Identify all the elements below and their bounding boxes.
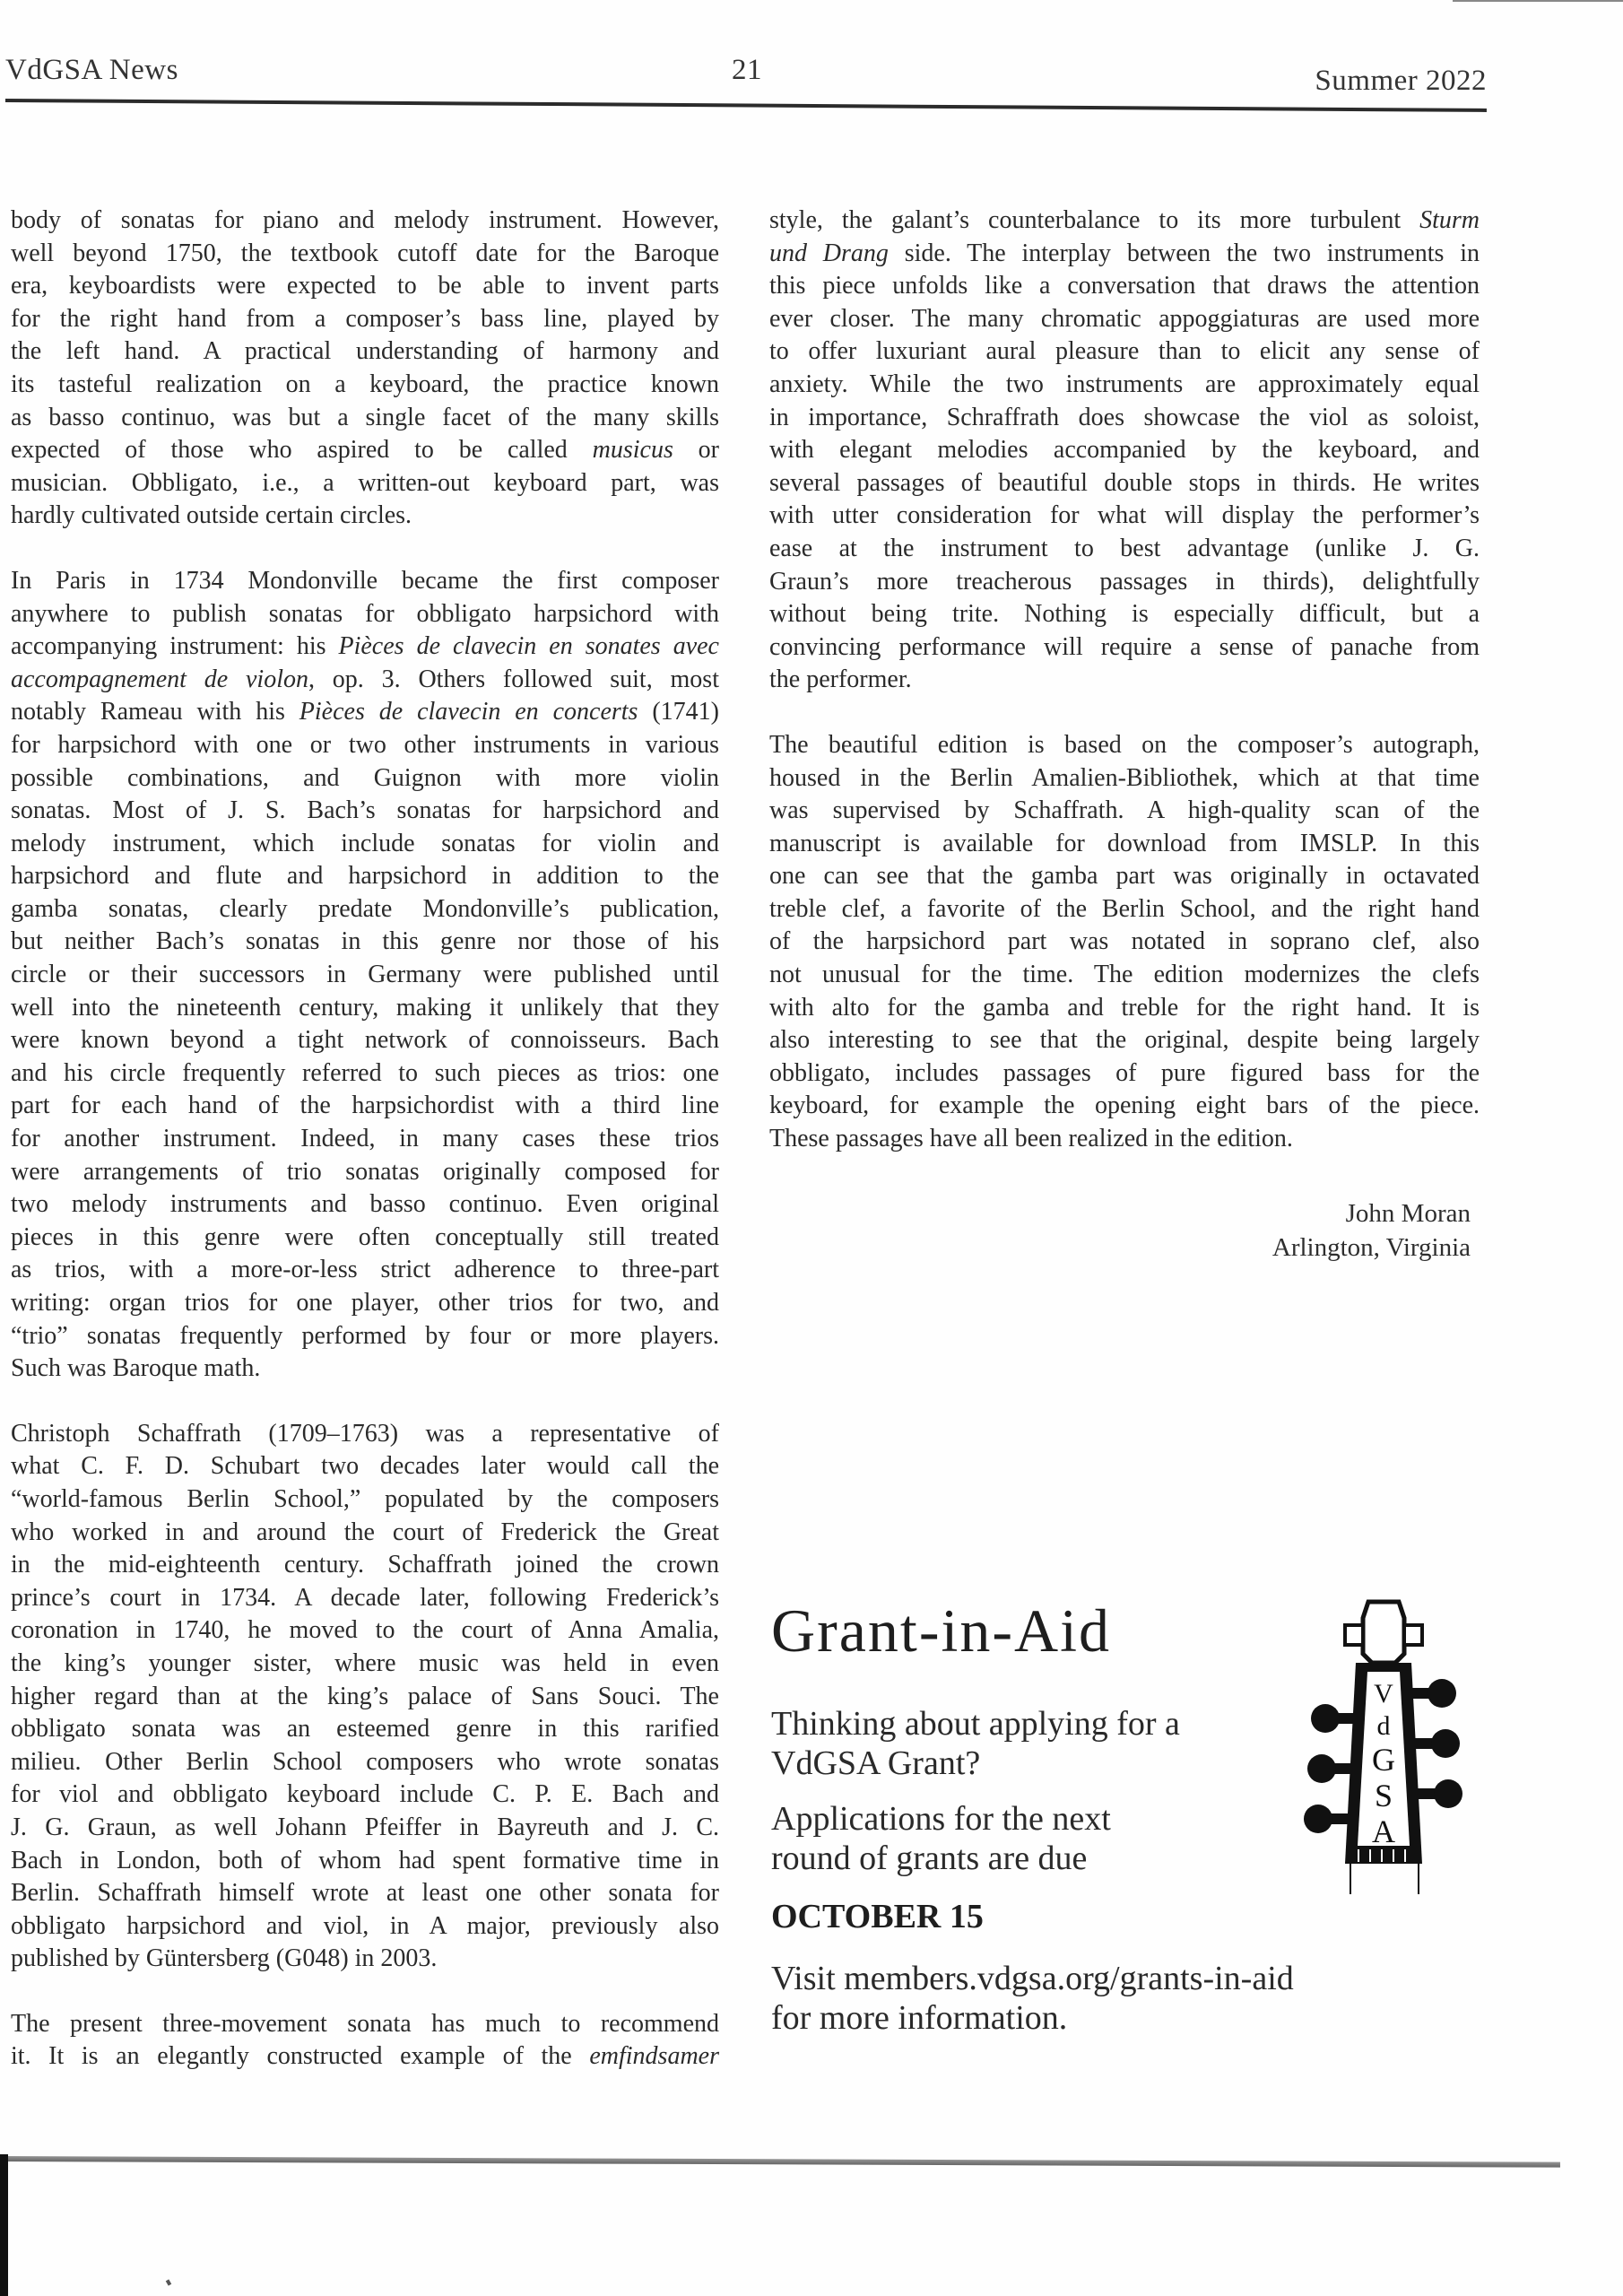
body-text: “trio” sonatas frequently performed by four or more players. bbox=[11, 1321, 719, 1350]
paragraph-line bbox=[11, 1713, 719, 1746]
body-text: , op. 3. Others followed suit, most bbox=[308, 665, 719, 693]
paragraph-line bbox=[769, 204, 1480, 238]
body-text: anxiety. While the two instruments are approximately equal bbox=[769, 370, 1480, 398]
body-text: the performer. bbox=[769, 665, 912, 694]
paragraph-line bbox=[11, 238, 719, 271]
paragraph-line bbox=[769, 1024, 1480, 1057]
article-column-left bbox=[11, 204, 719, 2106]
body-text: and his circle frequently referred to such pieces as trios: one bbox=[11, 1058, 719, 1087]
paragraph-line bbox=[11, 1188, 719, 1222]
paragraph-line bbox=[11, 1320, 719, 1353]
paragraph-line bbox=[11, 1024, 719, 1057]
logo-scroll-side-right bbox=[1404, 1625, 1422, 1645]
paragraph-line bbox=[11, 762, 719, 796]
paragraph-line bbox=[11, 1254, 719, 1287]
ad-question-line: VdGSA Grant? bbox=[771, 1744, 981, 1782]
body-text: but neither Bach’s sonatas in this genre nor those of his bbox=[11, 927, 719, 956]
signature-location: Arlington, Virginia bbox=[1271, 1233, 1471, 1262]
body-text: harpsichord and flute and harpsichord in addition to the bbox=[11, 862, 719, 891]
body-text: coronation in 1740, he moved to the court of Anna Amalia, bbox=[11, 1616, 719, 1645]
body-text: several passages of beautiful double stops in thirds. He writes bbox=[769, 468, 1480, 497]
body-text: to offer luxuriant aural pleasure than to elicit any sense of bbox=[769, 337, 1480, 366]
body-text: for another instrument. Indeed, in many cases these trios bbox=[11, 1125, 719, 1153]
body-text: for harpsichord with one or two other instruments in various bbox=[11, 730, 719, 759]
body-text: sonatas. Most of J. S. Bach’s sonatas for harpsichord and bbox=[11, 796, 719, 825]
article-paragraph bbox=[11, 1418, 719, 1976]
body-text: These passages have all been realized in the edition. bbox=[769, 1125, 1293, 1153]
article-paragraph bbox=[11, 204, 719, 533]
paragraph-line bbox=[11, 1418, 719, 1451]
paragraph-line bbox=[11, 1845, 719, 1878]
article-paragraph bbox=[11, 2008, 719, 2074]
signature-author: John Moran bbox=[1345, 1199, 1471, 1228]
body-text: were known beyond a tight network of connoisseurs. Bach bbox=[11, 1026, 719, 1055]
ad-question-line: Thinking about applying for a bbox=[771, 1705, 1180, 1743]
paragraph-line bbox=[11, 1057, 719, 1091]
paragraph-line bbox=[11, 1123, 719, 1156]
paragraph-line bbox=[11, 1943, 719, 1976]
grant-in-aid-advertisement bbox=[771, 1587, 1294, 2063]
paragraph-line bbox=[11, 2008, 719, 2041]
paragraph-line bbox=[769, 467, 1480, 500]
logo-pegs-left bbox=[1304, 1704, 1358, 1833]
body-text: Berlin. Schaffrath himself wrote at least one other sonata for bbox=[11, 1879, 719, 1908]
paragraph-line bbox=[769, 533, 1480, 566]
logo-pegs-right bbox=[1411, 1679, 1462, 1808]
body-text: writing: organ trios for one player, other trios for two, and bbox=[11, 1289, 719, 1317]
body-text: Bach in London, both of whom had spent formative time in bbox=[11, 1846, 719, 1874]
paragraph-line bbox=[11, 1156, 719, 1189]
body-text: style, the galant’s counterbalance to its more turbulent bbox=[769, 206, 1420, 234]
paragraph-line bbox=[769, 500, 1480, 533]
paragraph-line bbox=[11, 729, 719, 762]
paragraph-line bbox=[11, 926, 719, 959]
paragraph-line bbox=[11, 1746, 719, 1779]
paragraph-line bbox=[769, 238, 1480, 271]
body-text: The present three-movement sonata has much to recommend bbox=[11, 2009, 719, 2038]
scan-edge bbox=[1453, 0, 1623, 2]
body-text: melody instrument, which include sonatas for violin and bbox=[11, 829, 719, 857]
body-text: with elegant melodies accompanied by the keyboard, and bbox=[769, 436, 1480, 465]
body-text: side. The interplay between the two instruments in bbox=[888, 239, 1480, 267]
body-text: musician. Obbligato, i.e., a written-out keyboard part, was bbox=[11, 468, 719, 497]
logo-nut bbox=[1347, 1848, 1420, 1864]
body-text: convincing performance will require a sense of panache from bbox=[769, 632, 1480, 661]
paragraph-line bbox=[11, 1877, 719, 1910]
body-text: of the harpsichord part was notated in soprano clef, also bbox=[769, 927, 1480, 956]
ad-applications bbox=[771, 1799, 1111, 1878]
paragraph-line bbox=[11, 664, 719, 697]
paragraph-line bbox=[11, 500, 719, 533]
page-edge-shadow bbox=[0, 2156, 1560, 2168]
body-text: circle or their successors in Germany were published until bbox=[11, 961, 719, 989]
body-text: J. G. Graun, as well Johann Pfeiffer in Bayreuth and J. C. bbox=[11, 1813, 719, 1841]
paragraph-line bbox=[769, 270, 1480, 303]
article-paragraph bbox=[11, 565, 719, 1386]
body-text: for the right hand from a composer’s bass line, played by bbox=[11, 304, 719, 333]
paragraph-line bbox=[11, 369, 719, 402]
body-text: in importance, Schraffrath does showcase the viol as soloist, bbox=[769, 403, 1480, 431]
body-text: or bbox=[673, 436, 720, 465]
paragraph-line bbox=[11, 434, 719, 467]
article-signature bbox=[1166, 1196, 1471, 1265]
body-text: its tasteful realization on a keyboard, the practice known bbox=[11, 370, 719, 398]
paragraph-line bbox=[769, 926, 1480, 959]
paragraph-line bbox=[11, 565, 719, 598]
paragraph-line bbox=[769, 1057, 1480, 1091]
paragraph-line bbox=[769, 1123, 1480, 1156]
paragraph-line bbox=[11, 992, 719, 1025]
body-text: as trios, with a more-or-less strict adherence to three-part bbox=[11, 1256, 719, 1284]
paragraph-line bbox=[11, 1222, 719, 1255]
body-text: (1741) bbox=[638, 698, 720, 726]
italic-title-text: emfindsamer bbox=[589, 2042, 719, 2071]
logo-letter: S bbox=[1374, 1778, 1393, 1813]
body-text: possible combinations, and Guignon with more violin bbox=[11, 763, 719, 792]
paragraph-line bbox=[11, 303, 719, 336]
paragraph-line bbox=[11, 335, 719, 369]
italic-title-text: Pièces de clavecin en concerts bbox=[299, 698, 638, 726]
body-text: In Paris in 1734 Mondonville became the first composer bbox=[11, 566, 719, 595]
italic-title-text: Pièces de clavecin en sonates avec bbox=[338, 632, 719, 661]
paragraph-line bbox=[11, 402, 719, 435]
paragraph-line bbox=[769, 598, 1480, 631]
paragraph-line bbox=[11, 828, 719, 861]
ad-applications-line: Applications for the next bbox=[771, 1800, 1111, 1838]
body-text: housed in the Berlin Amalien-Bibliothek, which at that time bbox=[769, 763, 1480, 792]
header-issue: Summer 2022 bbox=[1315, 65, 1487, 97]
paragraph-line bbox=[769, 369, 1480, 402]
paragraph-line bbox=[769, 828, 1480, 861]
body-text: higher regard than at the king’s palace of Sans Souci. The bbox=[11, 1682, 719, 1710]
paragraph-line bbox=[11, 1614, 719, 1648]
body-text: published by Güntersberg (G048) in 2003. bbox=[11, 1944, 438, 1973]
paragraph-line bbox=[11, 1681, 719, 1714]
header-rule bbox=[5, 99, 1487, 112]
italic-title-text: Sturm bbox=[1419, 206, 1480, 234]
ad-visit-link[interactable]: Visit members.vdgsa.org/grants-in-aid bbox=[771, 1960, 1294, 1997]
ad-visit-line: for more information. bbox=[771, 1999, 1068, 2037]
body-text: well into the nineteenth century, making it unlikely that they bbox=[11, 993, 719, 1022]
body-text: Christoph Schaffrath (1709–1763) was a representative of bbox=[11, 1419, 719, 1448]
italic-title-text: accompagnement de violon bbox=[11, 665, 308, 693]
paragraph-line bbox=[769, 664, 1480, 697]
body-text: in the mid-eighteenth century. Schaffrath joined the crown bbox=[11, 1551, 719, 1579]
paragraph-line bbox=[11, 631, 719, 664]
paragraph-line bbox=[769, 303, 1480, 336]
body-text: without being trite. Nothing is especially difficult, but a bbox=[769, 600, 1480, 629]
article-paragraph bbox=[769, 204, 1480, 697]
paragraph-line bbox=[11, 1648, 719, 1681]
body-text: anywhere to publish sonatas for obbligato harpsichord with bbox=[11, 599, 719, 628]
body-text: with alto for the gamba and treble for the right hand. It is bbox=[769, 993, 1480, 1022]
paragraph-line bbox=[769, 893, 1480, 926]
body-text: ever closer. The many chromatic appoggiaturas are used more bbox=[769, 304, 1480, 333]
ad-question bbox=[771, 1704, 1180, 1783]
paragraph-line bbox=[11, 795, 719, 828]
body-text: ease at the instrument to best advantage (unlike J. G. bbox=[769, 534, 1480, 562]
italic-title-text: musicus bbox=[592, 436, 673, 465]
body-text: body of sonatas for piano and melody instrument. However, bbox=[11, 206, 719, 234]
body-text: prince’s court in 1734. A decade later, following Frederick’s bbox=[11, 1583, 719, 1612]
body-text: also interesting to see that the original, despite being largely bbox=[769, 1026, 1480, 1055]
paragraph-line bbox=[11, 860, 719, 893]
paragraph-line bbox=[11, 1090, 719, 1123]
paragraph-line bbox=[11, 1352, 719, 1386]
body-text: this piece unfolds like a conversation that draws the attention bbox=[769, 272, 1480, 300]
body-text: as basso continuo, was but a single facet of the many skills bbox=[11, 403, 719, 431]
body-text: keyboard, for example the opening eight bars of the piece. bbox=[769, 1091, 1480, 1120]
body-text: notably Rameau with his bbox=[11, 698, 299, 726]
paragraph-line bbox=[769, 762, 1480, 796]
logo-letter: A bbox=[1372, 1813, 1395, 1849]
paragraph-line bbox=[11, 1582, 719, 1615]
paragraph-line bbox=[11, 1287, 719, 1320]
ad-title: Grant-in-Aid bbox=[771, 1596, 1112, 1665]
body-text: it. It is an elegantly constructed example of the bbox=[11, 2042, 590, 2071]
paragraph-line bbox=[769, 566, 1480, 599]
paragraph-line bbox=[769, 631, 1480, 665]
body-text: obbligato harpsichord and viol, in A major, previously also bbox=[11, 1911, 719, 1940]
body-text: part for each hand of the harpsichordist with a third line bbox=[11, 1091, 719, 1120]
body-text: one can see that the gamba part was originally in octavated bbox=[769, 862, 1480, 891]
header-publication: VdGSA News bbox=[5, 54, 178, 86]
body-text: pieces in this genre were often conceptually still treated bbox=[11, 1222, 719, 1251]
body-text: “world-famous Berlin School,” populated by the composers bbox=[11, 1484, 719, 1513]
paragraph-line bbox=[11, 893, 719, 926]
body-text: manuscript is available for download from IMSLP. In this bbox=[769, 829, 1480, 857]
paragraph-line bbox=[769, 335, 1480, 369]
body-text: Graun’s more treacherous passages in thirds), delightfully bbox=[769, 567, 1480, 596]
scan-edge-bar bbox=[0, 2154, 8, 2296]
paragraph-line bbox=[11, 696, 719, 729]
paragraph-line bbox=[11, 1517, 719, 1550]
body-text: accompanying instrument: his bbox=[11, 632, 339, 661]
body-text: with utter consideration for what will display the performer’s bbox=[769, 501, 1480, 530]
logo-scroll bbox=[1363, 1602, 1404, 1663]
paragraph-line bbox=[11, 270, 719, 303]
body-text: milieu. Other Berlin School composers who wrote sonatas bbox=[11, 1747, 719, 1776]
vdgsa-viol-scroll-logo bbox=[1298, 1598, 1469, 1894]
paragraph-line bbox=[11, 959, 719, 992]
article-paragraph bbox=[769, 729, 1480, 1156]
paragraph-line bbox=[11, 204, 719, 238]
paragraph-line bbox=[11, 2040, 719, 2074]
header-page-number: 21 bbox=[732, 54, 762, 86]
body-text: what C. F. D. Schubart two decades later would call the bbox=[11, 1452, 719, 1481]
body-text: was supervised by Schaffrath. A high-quality scan of the bbox=[769, 796, 1480, 825]
body-text: The beautiful edition is based on the composer’s autograph, bbox=[769, 730, 1480, 759]
paragraph-line bbox=[769, 860, 1480, 893]
paragraph-line bbox=[11, 1450, 719, 1483]
paragraph-line bbox=[769, 959, 1480, 992]
body-text: era, keyboardists were expected to be able to invent parts bbox=[11, 272, 719, 300]
body-text: treble clef, a favorite of the Berlin School, and the right hand bbox=[769, 894, 1480, 923]
body-text: two melody instruments and basso continuo. Even original bbox=[11, 1190, 719, 1219]
paragraph-line bbox=[769, 1090, 1480, 1123]
ad-applications-line: round of grants are due bbox=[771, 1839, 1088, 1877]
body-text: gamba sonatas, clearly predate Mondonville’s publication, bbox=[11, 894, 719, 923]
paragraph-line bbox=[769, 402, 1480, 435]
paragraph-line bbox=[769, 729, 1480, 762]
ad-deadline: OCTOBER 15 bbox=[771, 1898, 984, 1935]
paragraph-line bbox=[769, 434, 1480, 467]
paragraph-line bbox=[11, 1779, 719, 1812]
body-text: obbligato, includes passages of pure figured bass for the bbox=[769, 1058, 1480, 1087]
article-column-right bbox=[769, 204, 1480, 1188]
body-text: the king’s younger sister, where music was held in even bbox=[11, 1648, 719, 1677]
body-text: Such was Baroque math. bbox=[11, 1354, 261, 1383]
paragraph-line bbox=[11, 1910, 719, 1944]
ad-visit bbox=[771, 1959, 1294, 2038]
body-text: obbligato sonata was an esteemed genre in this rarified bbox=[11, 1715, 719, 1744]
logo-letter: V bbox=[1374, 1679, 1393, 1709]
body-text: for viol and obbligato keyboard include C. P. E. Bach and bbox=[11, 1780, 719, 1809]
logo-letter: G bbox=[1372, 1742, 1395, 1778]
paragraph-line bbox=[11, 1549, 719, 1582]
logo-scroll-side-left bbox=[1345, 1625, 1363, 1645]
body-text: the left hand. A practical understanding of harmony and bbox=[11, 337, 719, 366]
scan-speck bbox=[166, 2279, 171, 2285]
paragraph-line bbox=[11, 1812, 719, 1845]
paragraph-line bbox=[11, 467, 719, 500]
body-text: expected of those who aspired to be called bbox=[11, 436, 593, 465]
paragraph-line bbox=[11, 1483, 719, 1517]
body-text: were arrangements of trio sonatas originally composed for bbox=[11, 1157, 719, 1186]
paragraph-line bbox=[11, 598, 719, 631]
body-text: well beyond 1750, the textbook cutoff date for the Baroque bbox=[11, 239, 719, 267]
paragraph-line bbox=[769, 992, 1480, 1025]
italic-title-text: und Drang bbox=[769, 239, 889, 267]
body-text: not unusual for the time. The edition modernizes the clefs bbox=[769, 961, 1480, 989]
logo-letter: d bbox=[1376, 1711, 1391, 1741]
paragraph-line bbox=[769, 795, 1480, 828]
body-text: hardly cultivated outside certain circles. bbox=[11, 501, 412, 530]
body-text: who worked in and around the court of Frederick the Great bbox=[11, 1518, 719, 1546]
